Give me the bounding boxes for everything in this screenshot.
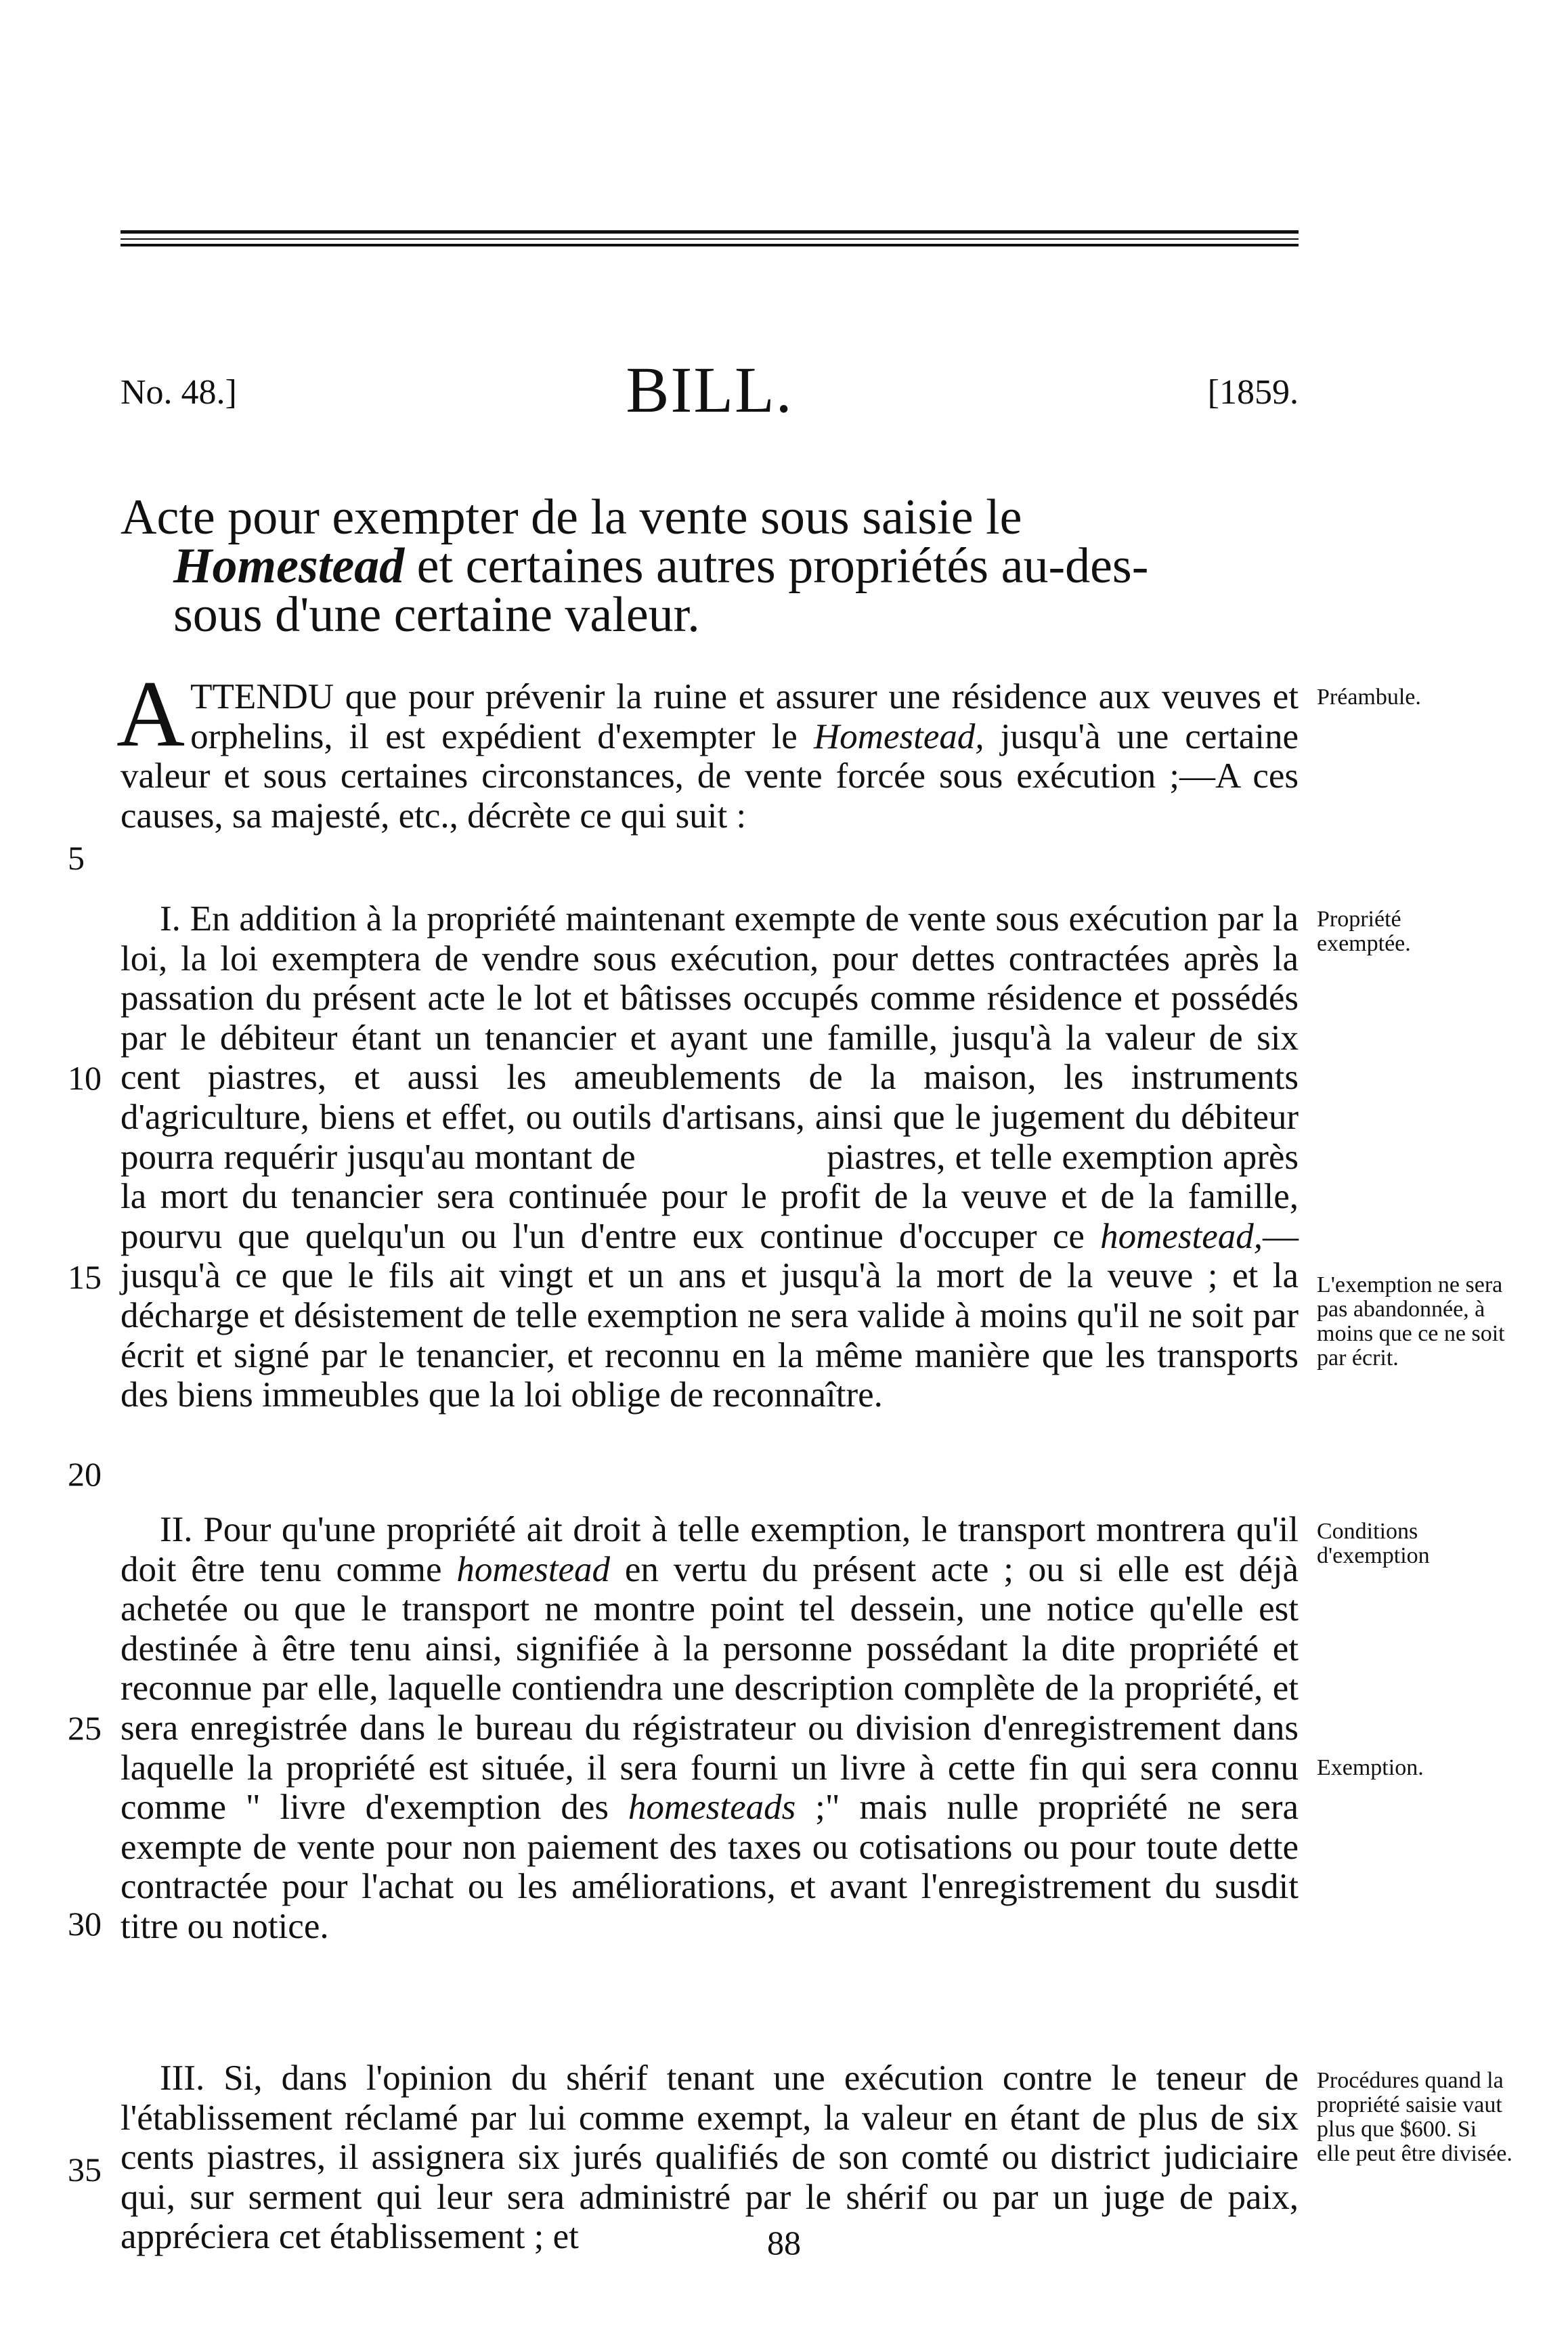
- top-rule-thick: [121, 230, 1299, 234]
- line-number-5: 5: [68, 839, 85, 877]
- page-number: 88: [767, 2224, 801, 2262]
- top-rule-thick-2: [121, 244, 1299, 246]
- top-rule-thin: [121, 238, 1299, 240]
- line-number-35: 35: [68, 2151, 102, 2189]
- section-2-text-a: II. Pour qu'une propriété ait droit à telle exemption, le transport montrera qu'il doit être tenu comme: [121, 1510, 1299, 1589]
- section-1-paragraph: [121, 899, 1308, 1415]
- line-number-10: 10: [68, 1059, 102, 1097]
- section-1-text-a: I. En addition à la propriété maintenant exempte de vente sous exécution par la loi, la loi exemptera de vendre sous exécution, pour dettes contractées après la passation du présent acte le lot et bâtisses occupés comme résidence et possédés par le débiteur étant un tenancier et ayant une famille, jusqu'à la valeur de six cent piastres, et aussi les ameublements de la maison, les instruments d'agriculture, biens et effet, ou outils d'artisans, ainsi que le jugement du débiteur pourra requérir jusqu'au montant de piastres, et telle exemption après la mort du tenancier sera continuée pour le profit de la veuve et de la famille, pourvu que quelqu'un ou l'un d'entre eux continue d'occuper ce: [121, 899, 1308, 1256]
- section-2-text-c: ;" mais nulle propriété ne sera exempte de vente pour non paiement des taxes ou cotisations ou pour toute dette contractée pour l'achat ou les améliorations, et avant l'enregistrement du susdit titre ou notice.: [121, 1788, 1299, 1946]
- line-number-20: 20: [68, 1455, 102, 1493]
- line-number-15: 15: [68, 1258, 102, 1296]
- drop-cap: A: [116, 662, 186, 767]
- margin-note-conditions: Conditions d'exemption: [1317, 1519, 1430, 1568]
- act-title-line-2-rest: et certaines autres propriétés au-des-: [404, 538, 1149, 594]
- bill-number: No. 48.]: [121, 373, 237, 412]
- section-2-emphasis-1: homestead: [456, 1549, 611, 1589]
- preamble-paragraph: [116, 662, 1299, 836]
- margin-note-procedures: Procédures quand la propriété saisie vaut plus que $600. Si elle peut être divisée.: [1317, 2068, 1512, 2166]
- line-number-25: 25: [68, 1709, 102, 1747]
- act-title: [121, 490, 1299, 643]
- margin-note-exemption-abandon: L'exemption ne sera pas abandonnée, à moins que ce ne soit par écrit.: [1317, 1272, 1505, 1371]
- section-2-text-b: en vertu du présent acte ; ou si elle est déjà achetée ou que le transport ne montre point tel dessein, une notice qu'elle est destinée à être tenu ainsi, signifiée à la personne possédant la dite propriété et reconnue par elle, laquelle contiendra une description complète de la propriété, et sera enregistrée dans le bureau du régistrateur ou division d'enregistrement dans laquelle la propriété est située, il sera fourni un livre à cette fin qui sera connu comme " livre d'exemption des: [121, 1549, 1299, 1828]
- section-3-text: III. Si, dans l'opinion du shérif tenant une exécution contre le teneur de l'établissement réclamé par lui comme exempt, la valeur en étant de plus de six cents piastres, il assignera six jurés qualifiés de son comté ou district judiciaire qui, sur serment qui leur sera administré par le shérif ou par un juge de paix, appréciera cet établissement ; et: [121, 2058, 1299, 2257]
- bill-header: [121, 352, 1299, 427]
- act-title-line-2: [121, 538, 1299, 594]
- section-2-emphasis-2: homesteads: [628, 1788, 796, 1828]
- margin-note-exemption: Exemption.: [1317, 1755, 1424, 1780]
- act-title-line-3: sous d'une certaine valeur.: [173, 587, 700, 643]
- bill-title: BILL.: [626, 353, 793, 426]
- margin-note-preambule: Préambule.: [1317, 685, 1421, 710]
- preamble-text-a: TTENDU que pour prévenir la ruine et assurer une résidence aux veuves et orphelins, il est expédient d'exempter le: [190, 677, 1299, 756]
- margin-note-propriete: Propriété exemptée.: [1317, 907, 1411, 956]
- section-1-text-b: —jusqu'à ce que le fils ait vingt et un ans et jusqu'à la mort de la veuve ; et la décharge et désistement de telle exemption ne sera valide à moins qu'il ne soit par écrit et signé par le tenancier, et reconnu en la même manière que les transports des biens immeubles que la loi oblige de reconnaître.: [121, 1216, 1299, 1415]
- preamble-emphasis: Homestead,: [813, 716, 984, 756]
- act-title-line-1: Acte pour exempter de la vente sous saisie le: [121, 490, 1022, 545]
- preamble-text-b: jusqu'à une certaine valeur et sous certaines circonstances, de vente forcée sous exécution ;—A ces causes, sa majesté, etc., décrète ce qui suit :: [121, 716, 1299, 836]
- bill-year: [1859.: [1207, 373, 1299, 412]
- section-2-paragraph: [121, 1510, 1299, 1947]
- line-number-30: 30: [68, 1905, 102, 1943]
- section-1-emphasis: homestead,: [1100, 1216, 1263, 1256]
- act-title-emphasis: Homestead: [173, 538, 405, 594]
